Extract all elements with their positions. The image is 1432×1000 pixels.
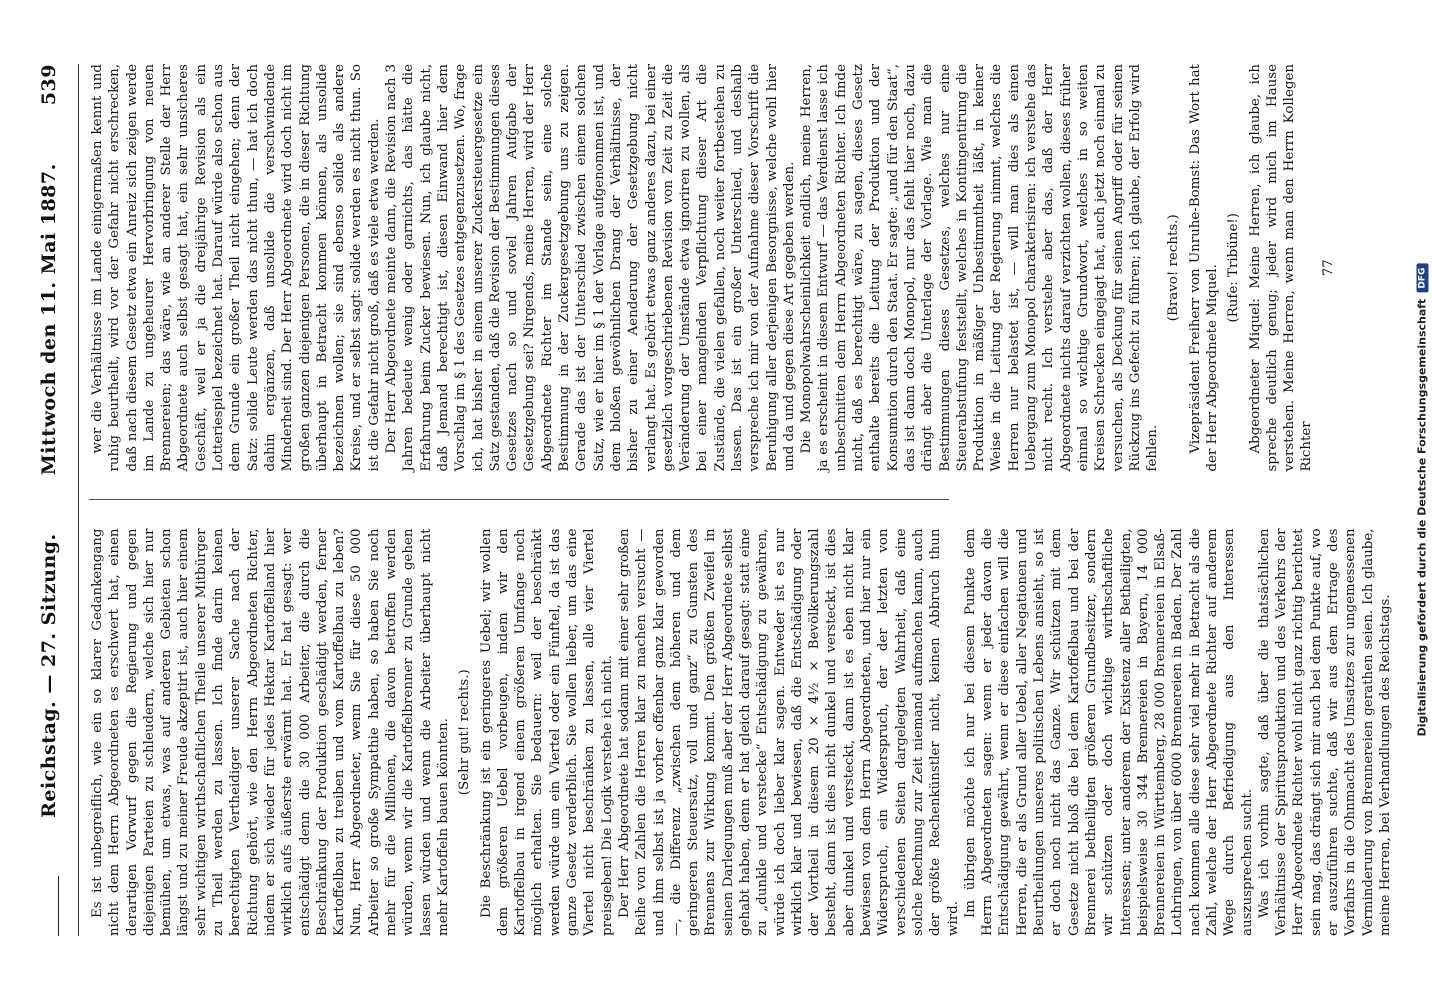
header-date: Mittwoch den 11. Mai 1887. bbox=[38, 163, 60, 476]
right-interjection-call: (Rufe: Tribüne!) bbox=[1226, 212, 1242, 323]
folio-number: 77 bbox=[1320, 259, 1336, 277]
left-paragraph-4: Im übrigen möchte ich nur bei diesem Punkte dem Herrn Abgeordneten sagen: wenn er jeder davon die Entschädigung gewährt, wenn er diese einfachen will die Herren, die er als Grund aller Uebel, aller Negationen und Beurtheilungen unseres politischen Lebens ansieht, so ist er doch noch nicht das Ganze. Wir schützen mit dem Gesetze nicht bloß die bei dem Kartoffelbau und bei der Brennerei betheiligten größeren Grundbesitzer, sondern wir schützen oder doch wichtige wirthschaftliche Interessen; unter anderem der Existenz aller Betheiligten, beispielsweise 30 344 Brennereien in Bayern, 14 000 Brennereien in Württemberg, 28 000 Brennereien in Elsaß-Lothringen, von über 6000 Brennereien in Baden. Der Zahl nach kommen alle diese sehr viel mehr in Betracht als die Zahl, welche der Herr Abgeordnete Richter auf anderem Wege durch Befriedigung aus den Interessen auszusprechen sucht. bbox=[962, 528, 1255, 936]
funding-notice-text: Digitalisierung gefördert durch die Deutsche Forschungsgemeinschaft bbox=[1415, 298, 1429, 737]
right-paragraph-2: Der Herr Abgeordnete meinte dann, die Revision nach 3 Jahren bedeute wenig oder garnichts, das hätte die Erfahrung beim Zucker bewiesen. Nun, ich glaube nicht, daß Jemand berechtigt ist, diesen Einwand hier dem Vorschlag im § 1 des Gesetzes entgegenzusetzen. Wo, frage ich, hat bisher in einem unserer Zuckersteuergesetze ein Satz gestanden, daß die Revision der Bestimmungen dieses Gesetzes nach so und soviel Jahren Aufgabe der Gesetzgebung sei? Nirgends, meine Herren, wird der Herr Abgeordnete Richter im Stande sein, eine solche Bestimmung in der Zuckergesetzgebung uns zu zeigen. Gerade das ist der Unterschied zwischen einem solchen Satz, wie er hier im § 1 der Vorlage aufgenommen ist, und dem bloßen gewöhnlichen Drang der Verhältnisse, der bisher zu einer Aenderung der Gesetzgebung nicht verlangt hat. Es gehört etwas ganz anderes dazu, bei einer gesetzlich vorgeschriebenen Revision von Zeit zu Zeit die Veränderung der Umstände etwa ignoriren zu wollen, als bei einer mangelnden Verpflichtung dieser Art die Zustände, die vielen gefallen, noch weiter fortbestehen zu lassen. Das ist ein großer Unterschied, und deshalb verspreche ich mir von der Aufnahme dieser Vorschrift die Beruhigung aller derjenigen Besorgnisse, welche wohl hier und da und gegen diese Art gegeben werden. bbox=[384, 64, 797, 472]
header-title: Reichstag. — 27. Sitzung. bbox=[38, 533, 60, 818]
left-interjection: (Sehr gut! rechts.) bbox=[457, 669, 473, 796]
page-number: 539 bbox=[38, 64, 60, 106]
header-rule bbox=[58, 876, 59, 936]
right-paragraph-3: Die Monopolwahrscheinlichkeit endlich, meine Herren, ja es erscheint in diesem Entwurf — das Verdienst lasse ich unbeschnitten dem Herrn Abgeordneten Richter. Ich finde nicht, daß es berechtigt wäre, zu sagen, dieses Gesetz enthalte bereits die Leitung der Produktion und der Konsumtion durch den Staat. Er sagte: „und für den Staat“, das ist dann doch Monopol, nur das fehlt hier noch, dazu drängt aber die Unterlage der Vorlage. Wie man die Bestimmungen dieses Gesetzes, welches nur eine Steuerabstufung feststellt, welches in Kontingentirung die Produktion in mäßiger Unbestimmtheit läßt, in keiner Weise in die Leitung der Regierung nimmt, welches die Herren nur belastet ist, — will man dies als einen Uebergang zum Monopol charakterisiren: ich verstehe das nicht recht. Ich verstehe aber das, daß der Herr Abgeordnete nichts darauf verzichten wollen, dieses früher einmal so wichtige Grundwort, welches in so weiten Kreisen Schrecken eingejagt hat, auch jetzt noch einmal zu versuchen, als Deckung für seinen Angriff oder für seinen Rückzug ins Gefecht zu führen; ich glaube, der Erfolg wird fehlen. bbox=[799, 64, 1161, 472]
left-paragraph-3: Der Herr Abgeordnete hat sodann mit einer sehr großen Reihe von Zahlen die Herren klar zu machen versucht — und ihm selbst ist ja vorher offenbar ganz klar geworden —, die Differenz „zwischen dem höheren und dem geringeren Steuersatz, voll und ganz“ zu Gunsten des Brennens zur Wirkung kommt. Den größten Zweifel in seinen Darlegungen muß aber der Herr Abgeordnete selbst gehabt haben, denn er hat gleich darauf gesagt: statt eine zu „dunkle und verstecke“ Entschädigung zu gewähren, würde ich doch lieber klar sagen. Entweder ist es nur wirklich klar und bewiesen, daß die Entschädigung oder der Vortheil in diesem 20 × 4½ × Bevölkerungszahl besteht, dann ist dies nicht dunkel und versteckt, ist dies aber dunkel und versteckt, dann ist es eben nicht klar bewiesen von dem Herrn Abgeordneten, und hier nur ein Widerspruch, ein Widerspruch, der der letzten von verschiedenen Seiten dargelegten Wahrheit, daß eine solche Rechnung zur Zeit niemand aufmachen kann, auch der größte Rechenkünstler nicht, keinen Abbruch thun wird. bbox=[616, 528, 961, 936]
right-paragraph-1: wer die Verhältnisse im Lande einigermaßen kennt und ruhig beurtheilt, wird vor der Gefahr nicht erschrecken, daß nach diesem Gesetz etwa ein Anreiz sich zeigen werde im Lande zu ungeheurer Hervorbringung von neuen Brennereien; das wäre, wie an anderer Stelle der Herr Abgeordnete auch selbst gesagt hat, ein sehr unsicheres Geschäft, weil er ja die dreijährige Revision als ein Lotteriespiel bezeichnet hat. Darauf würde also schon aus dem Grunde ein großer Theil nicht eingehen; denn der Satz: solide Leute werden das nicht thun, — hat ich doch dahin ergänzen, daß unsolide die verschwindende Minderheit sind. Der Herr Abgeordnete wird doch nicht im großen ganzen diejenigen Personen, die in dieser Richtung überhaupt in Betracht kommen können, als unsolide bezeichnen wollen; sie sind ebenso solide als andere Kreise, und er selbst sagt: solide werden es nicht thun. So ist die Gefahr nicht groß, daß es viele etwa werden. bbox=[90, 64, 382, 472]
text-columns bbox=[89, 64, 1394, 936]
left-column bbox=[89, 528, 1394, 936]
right-interjection-bravo: (Bravo! rechts.) bbox=[1166, 214, 1182, 322]
page-sheet bbox=[16, 20, 1416, 980]
right-column bbox=[89, 64, 1394, 472]
left-paragraph-5: Was ich vorhin sagte, daß über die thatsächlichen Verhältnisse der Spiritusproduktion und des Verkehrs der Herr Abgeordnete Richter wohl nicht ganz richtig berichtet sein mag, das drängt sich mir auch bei dem Punkte auf, wo er auszuführen suchte, daß wir aus dem Ertrage des Vorfahrs in die Ohnmacht des Umsatzes zur ungemessenen Verminderung von Brennereien gerathen seien. Ich glaube, meine Herren, bei Verhandlungen des Reichstags. bbox=[1256, 528, 1393, 936]
rotated-page bbox=[16, 20, 1416, 980]
column-divider bbox=[89, 500, 949, 501]
left-paragraph-2: Die Beschränkung ist ein geringeres Uebel; wir wollen dem größeren Uebel vorbeugen, indem wir den Kartoffelbau in irgend einem größeren Umfange noch möglich erhalten. Sie bedauern: weil der beschränkt werden würde um ein Viertel oder ein Fünftel, da ist das ganze Gesetz verderblich. Sie wollen lieber, um das eine Viertel nicht beschränken zu lassen, alle vier Viertel preisgeben! Die Logik verstehe ich nicht. bbox=[478, 528, 615, 936]
dfg-logo: DFG bbox=[1416, 264, 1428, 293]
funding-notice bbox=[1416, 264, 1429, 737]
speaker-introduction: Vizepräsident Freiherr von Unruhe-Bomst: Das Wort hat der Herr Abgeordnete Miquel. bbox=[1187, 64, 1220, 472]
left-paragraph-1: Es ist unbegreiflich, wie ein so klarer Gedankengang nicht dem Herrn Abgeordneten es erschwert hat, einen derartigen Vorwurf gegen die Regierung und gegen diejenigen Parteien zu schleudern, welche sich hier nur bemühen, um etwas, was auf anderen Gebieten schon längst und zu meiner Freude akzeptirt ist, auch hier einem sehr wichtigen wirthschaftlichen Theile unserer Mitbürger zu Theil werden zu lassen. Ich finde darin keinen berechtigten Vertheidiger unserer Sache nach der Richtung gehört, wie den Herrn Abgeordneten Richter, indem er sich wieder für jedes Hektar Kartoffelland hier wirklich aufs äußerste erwärmt hat. Er hat gesagt: wer entschädigt denn die 30 000 Arbeiter, die durch die Beschränkung der Produktion geschädigt werden, ferner Kartoffelbau zu treiben und vom Kartoffelbau zu leben? Nun, Herr Abgeordneter, wenn Sie für diese 50 000 Arbeiter so große Sympathie haben, so haben Sie noch mehr für die Millionen, die davon betroffen werden würden, wenn wir die Kartoffelbrenner zu Grunde gehen lassen würden und wenn die Arbeiter überhaupt nicht mehr Kartoffeln bauen könnten. bbox=[90, 528, 451, 936]
speech-start: Abgeordneter Miquel: Meine Herren, ich glaube, ich spreche deutlich genug; jeder wird mich im Hause verstehen. Meine Herren, wenn man den Herrn Kollegen Richter bbox=[1247, 64, 1315, 472]
page-header bbox=[38, 64, 79, 936]
